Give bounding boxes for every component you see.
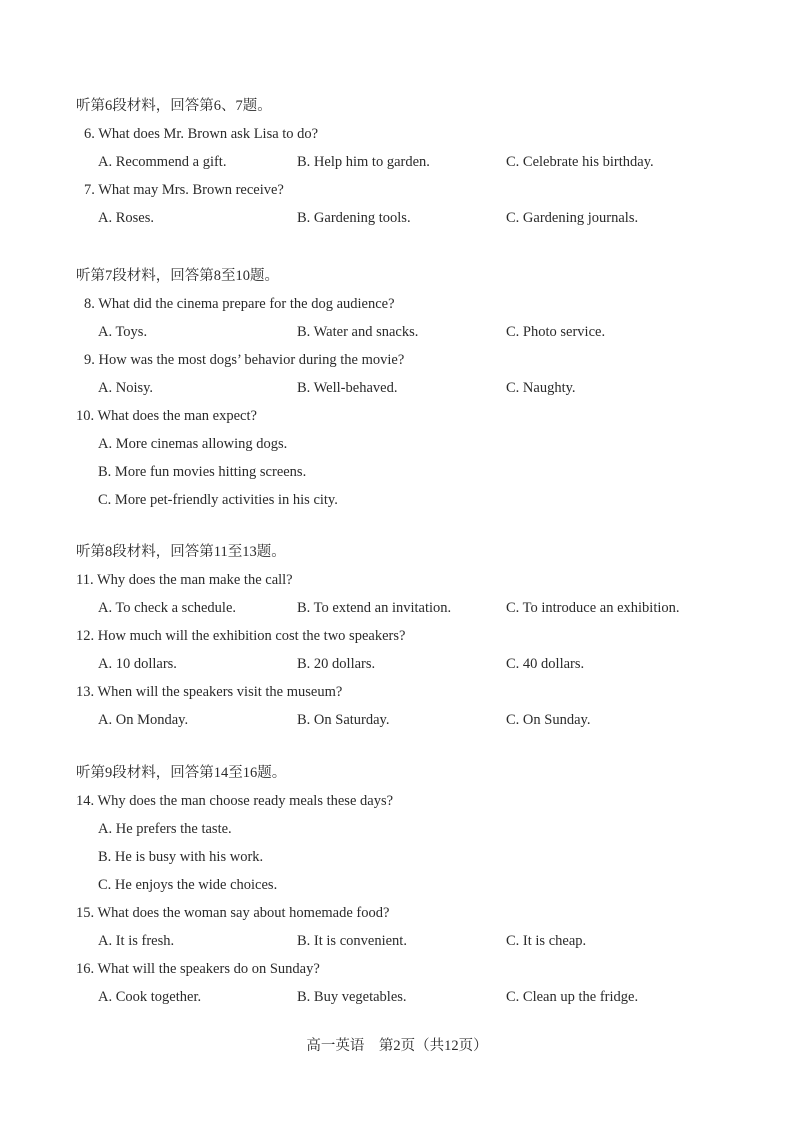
- option-c: C. Naughty.: [506, 380, 576, 396]
- option-c: C. Gardening journals.: [506, 210, 639, 226]
- option-a: A. Roses.: [98, 210, 154, 226]
- option-a: A. On Monday.: [98, 712, 189, 728]
- section-title: 听第6段材料，回答第6、7题。: [76, 98, 272, 114]
- option-a: A. More cinemas allowing dogs.: [98, 436, 288, 452]
- option-c: C. 40 dollars.: [506, 656, 585, 672]
- option-a: A. He prefers the taste.: [98, 821, 232, 837]
- section-title: 听第8段材料，回答第11至13题。: [76, 544, 286, 560]
- option-c: C. Clean up the fridge.: [506, 989, 639, 1005]
- option-c: C. Celebrate his birthday.: [506, 154, 654, 170]
- question-9-options: [76, 374, 736, 402]
- section-title: 听第7段材料，回答第8至10题。: [76, 268, 279, 284]
- question-13: 13. When will the speakers visit the museum?: [76, 684, 343, 700]
- option-b: B. Gardening tools.: [297, 210, 411, 226]
- option-c: C. On Sunday.: [506, 712, 591, 728]
- question-7-options: [76, 204, 736, 232]
- option-a: A. Recommend a gift.: [98, 154, 227, 170]
- option-a: A. To check a schedule.: [98, 600, 237, 616]
- page-footer: 高一英语 第2页（共12页）: [306, 1038, 488, 1054]
- section-title: 听第9段材料，回答第14至16题。: [76, 765, 287, 781]
- section-material-6: [76, 92, 736, 232]
- option-c: C. To introduce an exhibition.: [506, 600, 680, 616]
- question-15: 15. What does the woman say about homemade food?: [76, 905, 390, 921]
- option-b: B. More fun movies hitting screens.: [98, 464, 307, 480]
- section-material-8: [76, 538, 736, 734]
- option-c: C. It is cheap.: [506, 933, 587, 949]
- option-a: A. 10 dollars.: [98, 656, 177, 672]
- question-11: 11. Why does the man make the call?: [76, 572, 293, 588]
- option-b: B. 20 dollars.: [297, 656, 376, 672]
- question-13-options: [76, 706, 736, 734]
- option-a: A. It is fresh.: [98, 933, 175, 949]
- option-a: A. Noisy.: [98, 380, 154, 396]
- section-material-9: [76, 759, 736, 1011]
- option-b: B. On Saturday.: [297, 712, 390, 728]
- question-16: 16. What will the speakers do on Sunday?: [76, 961, 320, 977]
- option-b: B. Buy vegetables.: [297, 989, 407, 1005]
- option-b: B. It is convenient.: [297, 933, 407, 949]
- option-b: B. He is busy with his work.: [98, 849, 264, 865]
- question-10: 10. What does the man expect?: [76, 408, 257, 424]
- option-a: A. Cook together.: [98, 989, 202, 1005]
- question-7: 7. What may Mrs. Brown receive?: [84, 182, 284, 198]
- question-15-options: [76, 927, 736, 955]
- option-b: B. To extend an invitation.: [297, 600, 452, 616]
- question-8: 8. What did the cinema prepare for the dog audience?: [84, 296, 395, 312]
- question-14: 14. Why does the man choose ready meals these days?: [76, 793, 394, 809]
- question-6: 6. What does Mr. Brown ask Lisa to do?: [84, 126, 319, 142]
- question-8-options: [76, 318, 736, 346]
- option-c: C. More pet-friendly activities in his city.: [98, 492, 338, 508]
- question-12: 12. How much will the exhibition cost the two speakers?: [76, 628, 406, 644]
- question-12-options: [76, 650, 736, 678]
- section-material-7: [76, 262, 736, 514]
- question-16-options: [76, 983, 736, 1011]
- option-a: A. Toys.: [98, 324, 148, 340]
- question-11-options: [76, 594, 736, 622]
- option-b: B. Well-behaved.: [297, 380, 398, 396]
- option-c: C. He enjoys the wide choices.: [98, 877, 278, 893]
- option-b: B. Water and snacks.: [297, 324, 419, 340]
- question-9: 9. How was the most dogs’ behavior during the movie?: [84, 352, 405, 368]
- option-b: B. Help him to garden.: [297, 154, 430, 170]
- option-c: C. Photo service.: [506, 324, 606, 340]
- question-6-options: [76, 148, 736, 176]
